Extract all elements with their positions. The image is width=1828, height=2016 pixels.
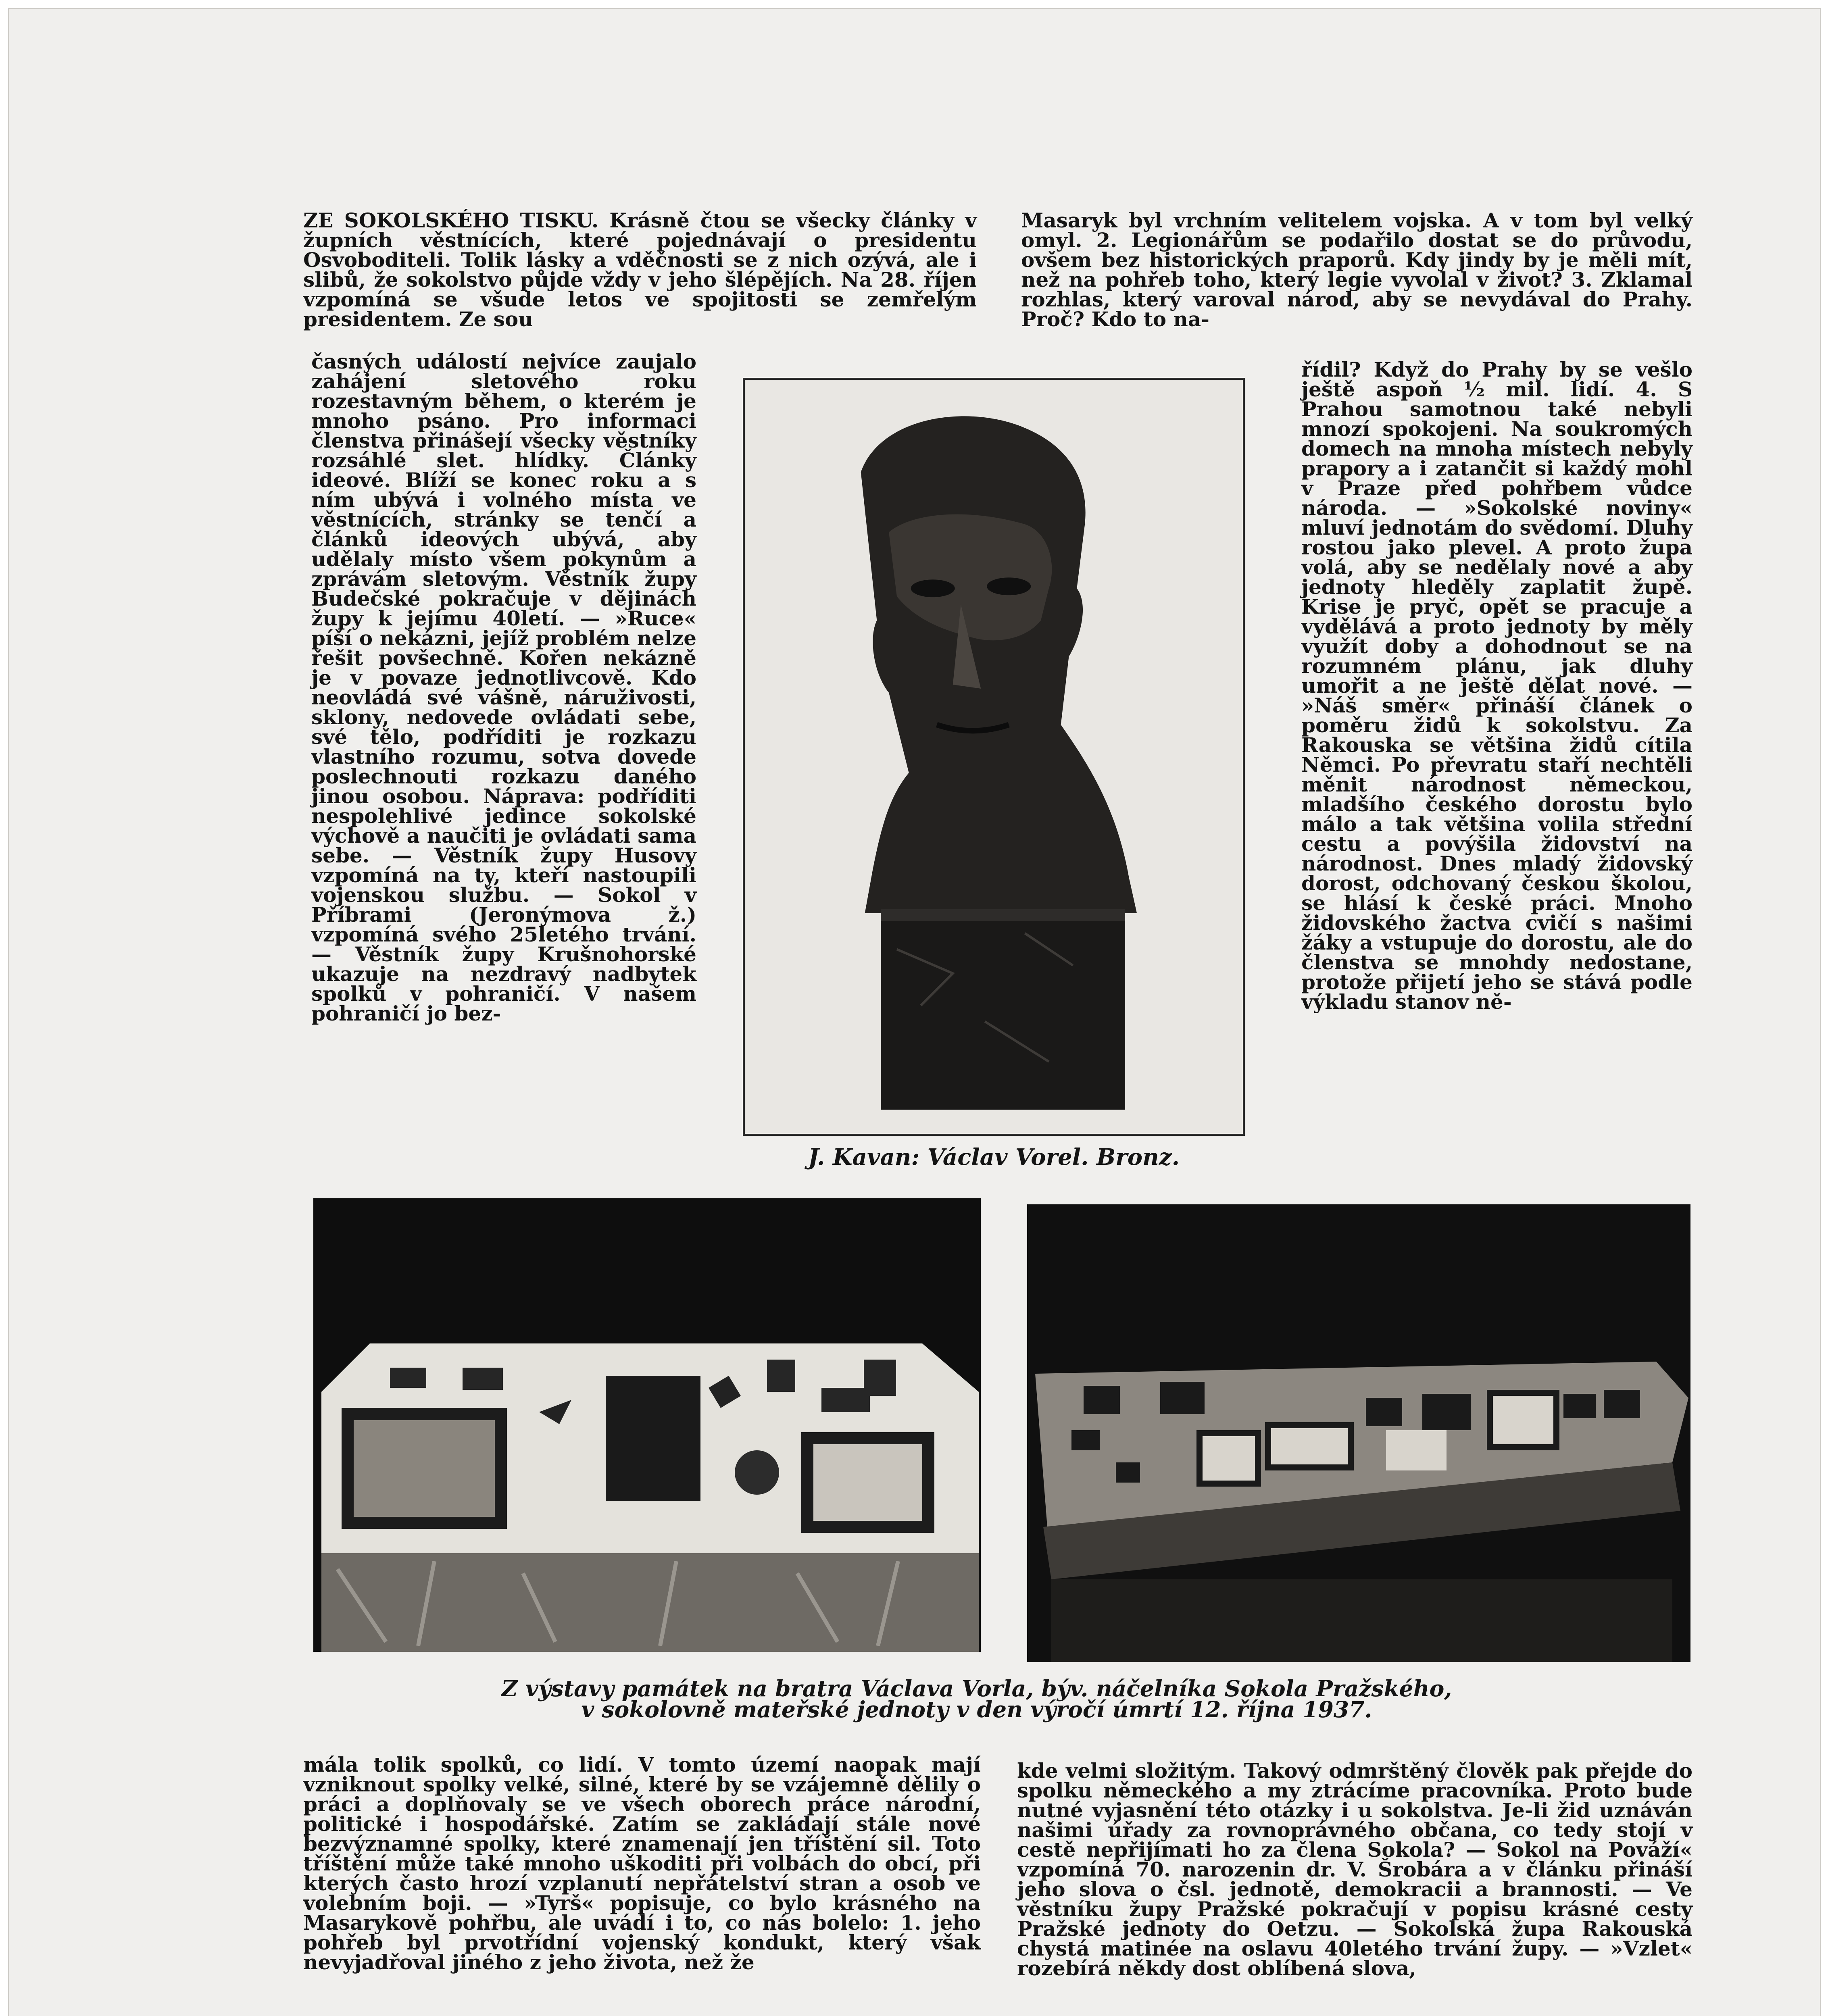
article-intro-text: ZE SOKOLSKÉHO TISKU. Krásně čtou se všecky články v župních věstnících, které pojednávají o presidentu Osvoboditeli. Tolik lásky a vděčnosti se z nich ozývá, ale i slibů, že sokolstvo půjde vždy v jeho šlépějích. Na 28. říjen vzpomíná se všude letos ve spojitosti se zemřelým presidentem. Ze sou xyxy=(303,208,977,331)
exhibition-caption xyxy=(372,1675,1582,1722)
bottom-left-text: mála tolik spolků, co lidí. V tomto území naopak mají vzniknout spolky velké, silné, které by se vzájemně dělily o práci a doplňovaly se ve všech oborech práce národní, politické i hospodářské. Zatím se zakládají stále nové bezvýznamné spolky, které znamenají jen tříštění sil. Toto tříštění může také mnoho uškoditi při volbách do obcí, při kterých často hrozí vzplanutí nepřátelství stran a osob ve volebním boji. — »Tyrš« popisuje, co bylo krásného na Masarykově pohřbu, ale uvádí i to, co nás bolelo: 1. jeho pohřeb byl prvotřídní vojenský kondukt, který však nevyjadřoval jiného z jeho života, než že xyxy=(303,1753,981,1974)
article-bottom-right xyxy=(1017,1761,1693,1978)
exhibition-photo-left xyxy=(313,1198,981,1652)
exhibition-caption-line1: Z výstavy památek na bratra Václava Vorla, býv. náčelníka Sokola Pražského, xyxy=(501,1675,1452,1702)
bust-caption: J. Kavan: Václav Vorel. Bronz. xyxy=(808,1144,1180,1170)
left-column-text: časných událostí nejvíce zaujalo zahájení sletového roku rozestavným během, o kterém je mnoho psáno. Pro informaci členstva přinášejí všecky věstníky rozsáhlé slet. hlídky. Články ideové. Blíží se konec roku a s ním ubývá i volného místa ve věstnících, stránky se tenčí a článků ideových ubývá, aby udělaly místo všem pokynům a zprávám sletovým. Věstník župy Budečské pokračuje v dějinách župy k jejímu 40letí. — »Ruce« píší o nekázni, jejíž problém nelze řešit povšechně. Kořen nekázně je v povaze jednotlivcově. Kdo neovládá své vášně, náruživosti, sklony, nedovede ovládati sebe, své tělo, podříditi je rozkazu vlastního rozumu, sotva dovede poslechnouti rozkazu daného jinou osobou. Náprava: podříditi nespolehlivé jedince sokolské výchově a naučiti je ovládati sama sebe. — Věstník župy Husovy vzpomíná na ty, kteří nastoupili vojenskou službu. — Sokol v Příbrami (Jeronýmova ž.) vzpomíná svého 25letého trvání. — Věstník župy Krušnohorské ukazuje na nezdravý nadbytek spolků v pohraničí. V našem pohraničí jo bez- xyxy=(311,350,696,1025)
article-intro xyxy=(303,210,977,329)
article-left-column xyxy=(311,352,696,1023)
right-column-text: řídil? Když do Prahy by se vešlo ještě aspoň ½ mil. lidí. 4. S Prahou samotnou také nebyli mnozí spokojeni. Na soukromých domech na mnoha místech nebyly prapory a i zatančit si každý mohl v Praze před pohřbem vůdce národa. — »Sokolské noviny« mluví jednotám do svědomí. Dluhy rostou jako plevel. A proto župa volá, aby se nedělaly nové a aby jednoty hleděly zaplatit župě. Krise je pryč, opět se pracuje a vydělává a proto jednoty by měly využít doby a dohodnout se na rozumném plánu, jak dluhy umořit a ne ještě dělat nové. — »Náš směr« přináší článek o poměru židů k sokolstvu. Za Rakouska se většina židů cítila Němci. Po převratu staří nechtěli měnit národnost německou, mladšího českého dorostu bylo málo a tak většina volila střední cestu a povýšila židovství na národnost. Dnes mladý židovský dorost, odchovaný českou školou, se hlásí k české práci. Mnoho židovského žactva cvičí s našimi žáky a vstupuje do dorostu, ale do členstva se mnohdy nedostane, protože přijetí jeho se stává podle výkladu stanov ně- xyxy=(1301,358,1693,1014)
exhibition-table-image xyxy=(313,1198,981,1652)
bottom-right-text: kde velmi složitým. Takový odmrštěný člověk pak přejde do spolku německého a my ztrácíme pracovníka. Proto bude nutné vyjasnění této otázky i u sokolstva. Je-li žid uznáván našimi úřady za rovnoprávného občana, co tedy stojí v cestě nepřijímati ho za člena Sokola? — Sokol na Pováží« vzpomíná 70. narozenin dr. V. Šrobára a v článku přináší jeho slova o čsl. jednotě, demokracii a brannosti. — Ve věstníku župy Pražské pokračují v popisu krásné cesty Pražské jednoty do Oetzu. — Sokolská župa Rakouská chystá matinée na oslavu 40letého trvání župy. — »Vzlet« rozebírá někdy dost oblíbená slova, xyxy=(1017,1759,1693,1980)
article-bottom-left xyxy=(303,1755,981,1972)
right-top-text: Masaryk byl vrchním velitelem vojska. A v tom byl velký omyl. 2. Legionářům se podařilo dostat se do průvodu, ovšem bez historických praporů. Kdy jindy by je měli mít, než na pohřeb toho, který legie vyvolal v život? 3. Zklamal rozhlas, který varoval národ, aby se nevydával do Prahy. Proč? Kdo to na- xyxy=(1021,208,1693,331)
exhibition-caption-line2: v sokolovně mateřské jednoty v den výročí úmrtí 12. října 1937. xyxy=(581,1696,1372,1722)
article-right-column xyxy=(1301,360,1693,1012)
exhibition-showcase-image xyxy=(1027,1204,1690,1662)
article-right-top xyxy=(1021,210,1693,329)
magazine-page xyxy=(8,8,1821,2016)
exhibition-photo-right xyxy=(1027,1204,1690,1662)
bronze-bust-image xyxy=(745,380,1243,1134)
bust-photo xyxy=(743,378,1245,1136)
